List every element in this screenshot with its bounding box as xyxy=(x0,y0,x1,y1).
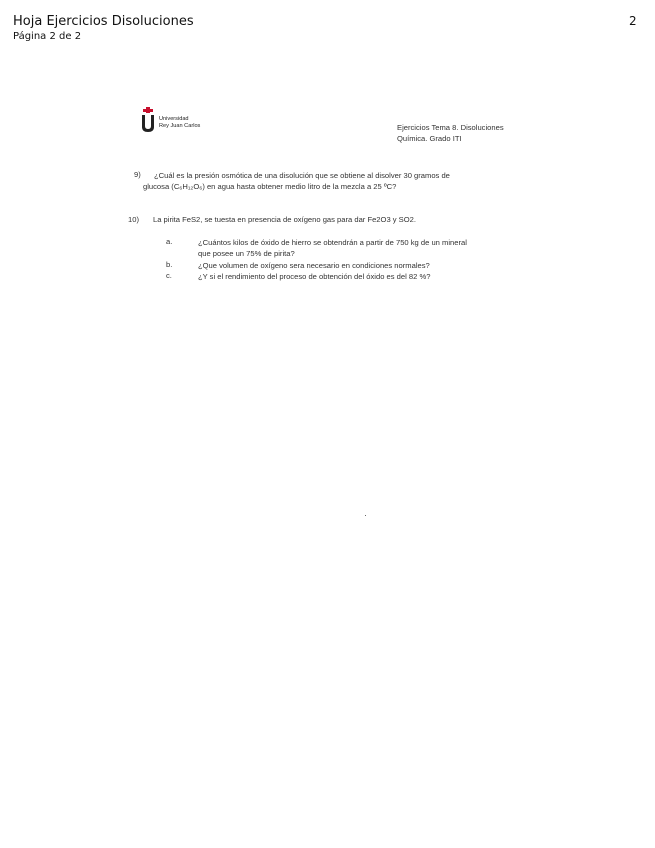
question-10a-line-1: ¿Cuántos kilos de óxido de hierro se obtendrán a partir de 750 kg de un mineral xyxy=(198,238,467,247)
question-10c-text: ¿Y si el rendimiento del proceso de obtención del óxido es del 82 %? xyxy=(198,272,431,281)
document-title: Hoja Ejercicios Disoluciones xyxy=(13,14,194,29)
question-10b-text: ¿Que volumen de oxígeno sera necesario en condiciones normales? xyxy=(198,261,430,270)
course-topic: Ejercicios Tema 8. Disoluciones xyxy=(397,123,504,132)
question-10a-line-2: que posee un 75% de pirita? xyxy=(198,249,295,258)
question-10a-text xyxy=(198,237,518,259)
question-10c-letter: c. xyxy=(166,271,172,280)
question-10-number: 10) xyxy=(128,215,139,224)
question-10b-letter: b. xyxy=(166,260,173,269)
logo-line-1: Universidad xyxy=(159,116,189,122)
question-10-text: La pirita FeS2, se tuesta en presencia de oxígeno gas para dar Fe2O3 y SO2. xyxy=(153,215,416,224)
stray-mark xyxy=(365,515,366,516)
question-9-line-2: glucosa (C₆H₁₂O₆) en agua hasta obtener medio litro de la mezcla a 25 ºC? xyxy=(143,182,397,191)
logo-text xyxy=(159,116,200,130)
question-9-line-1: ¿Cuál es la presión osmótica de una disolución que se obtiene al disolver 30 gramos de xyxy=(154,171,450,180)
logo-line-2: Rey Juan Carlos xyxy=(159,123,201,129)
university-logo xyxy=(140,107,220,135)
page-indicator: Página 2 de 2 xyxy=(13,31,82,42)
question-10a-letter: a. xyxy=(166,237,173,246)
question-9-number: 9) xyxy=(134,170,141,179)
course-degree: Química. Grado ITI xyxy=(397,134,462,143)
university-crest-icon xyxy=(140,107,156,133)
course-info xyxy=(397,122,504,144)
page-number: 2 xyxy=(629,14,637,28)
